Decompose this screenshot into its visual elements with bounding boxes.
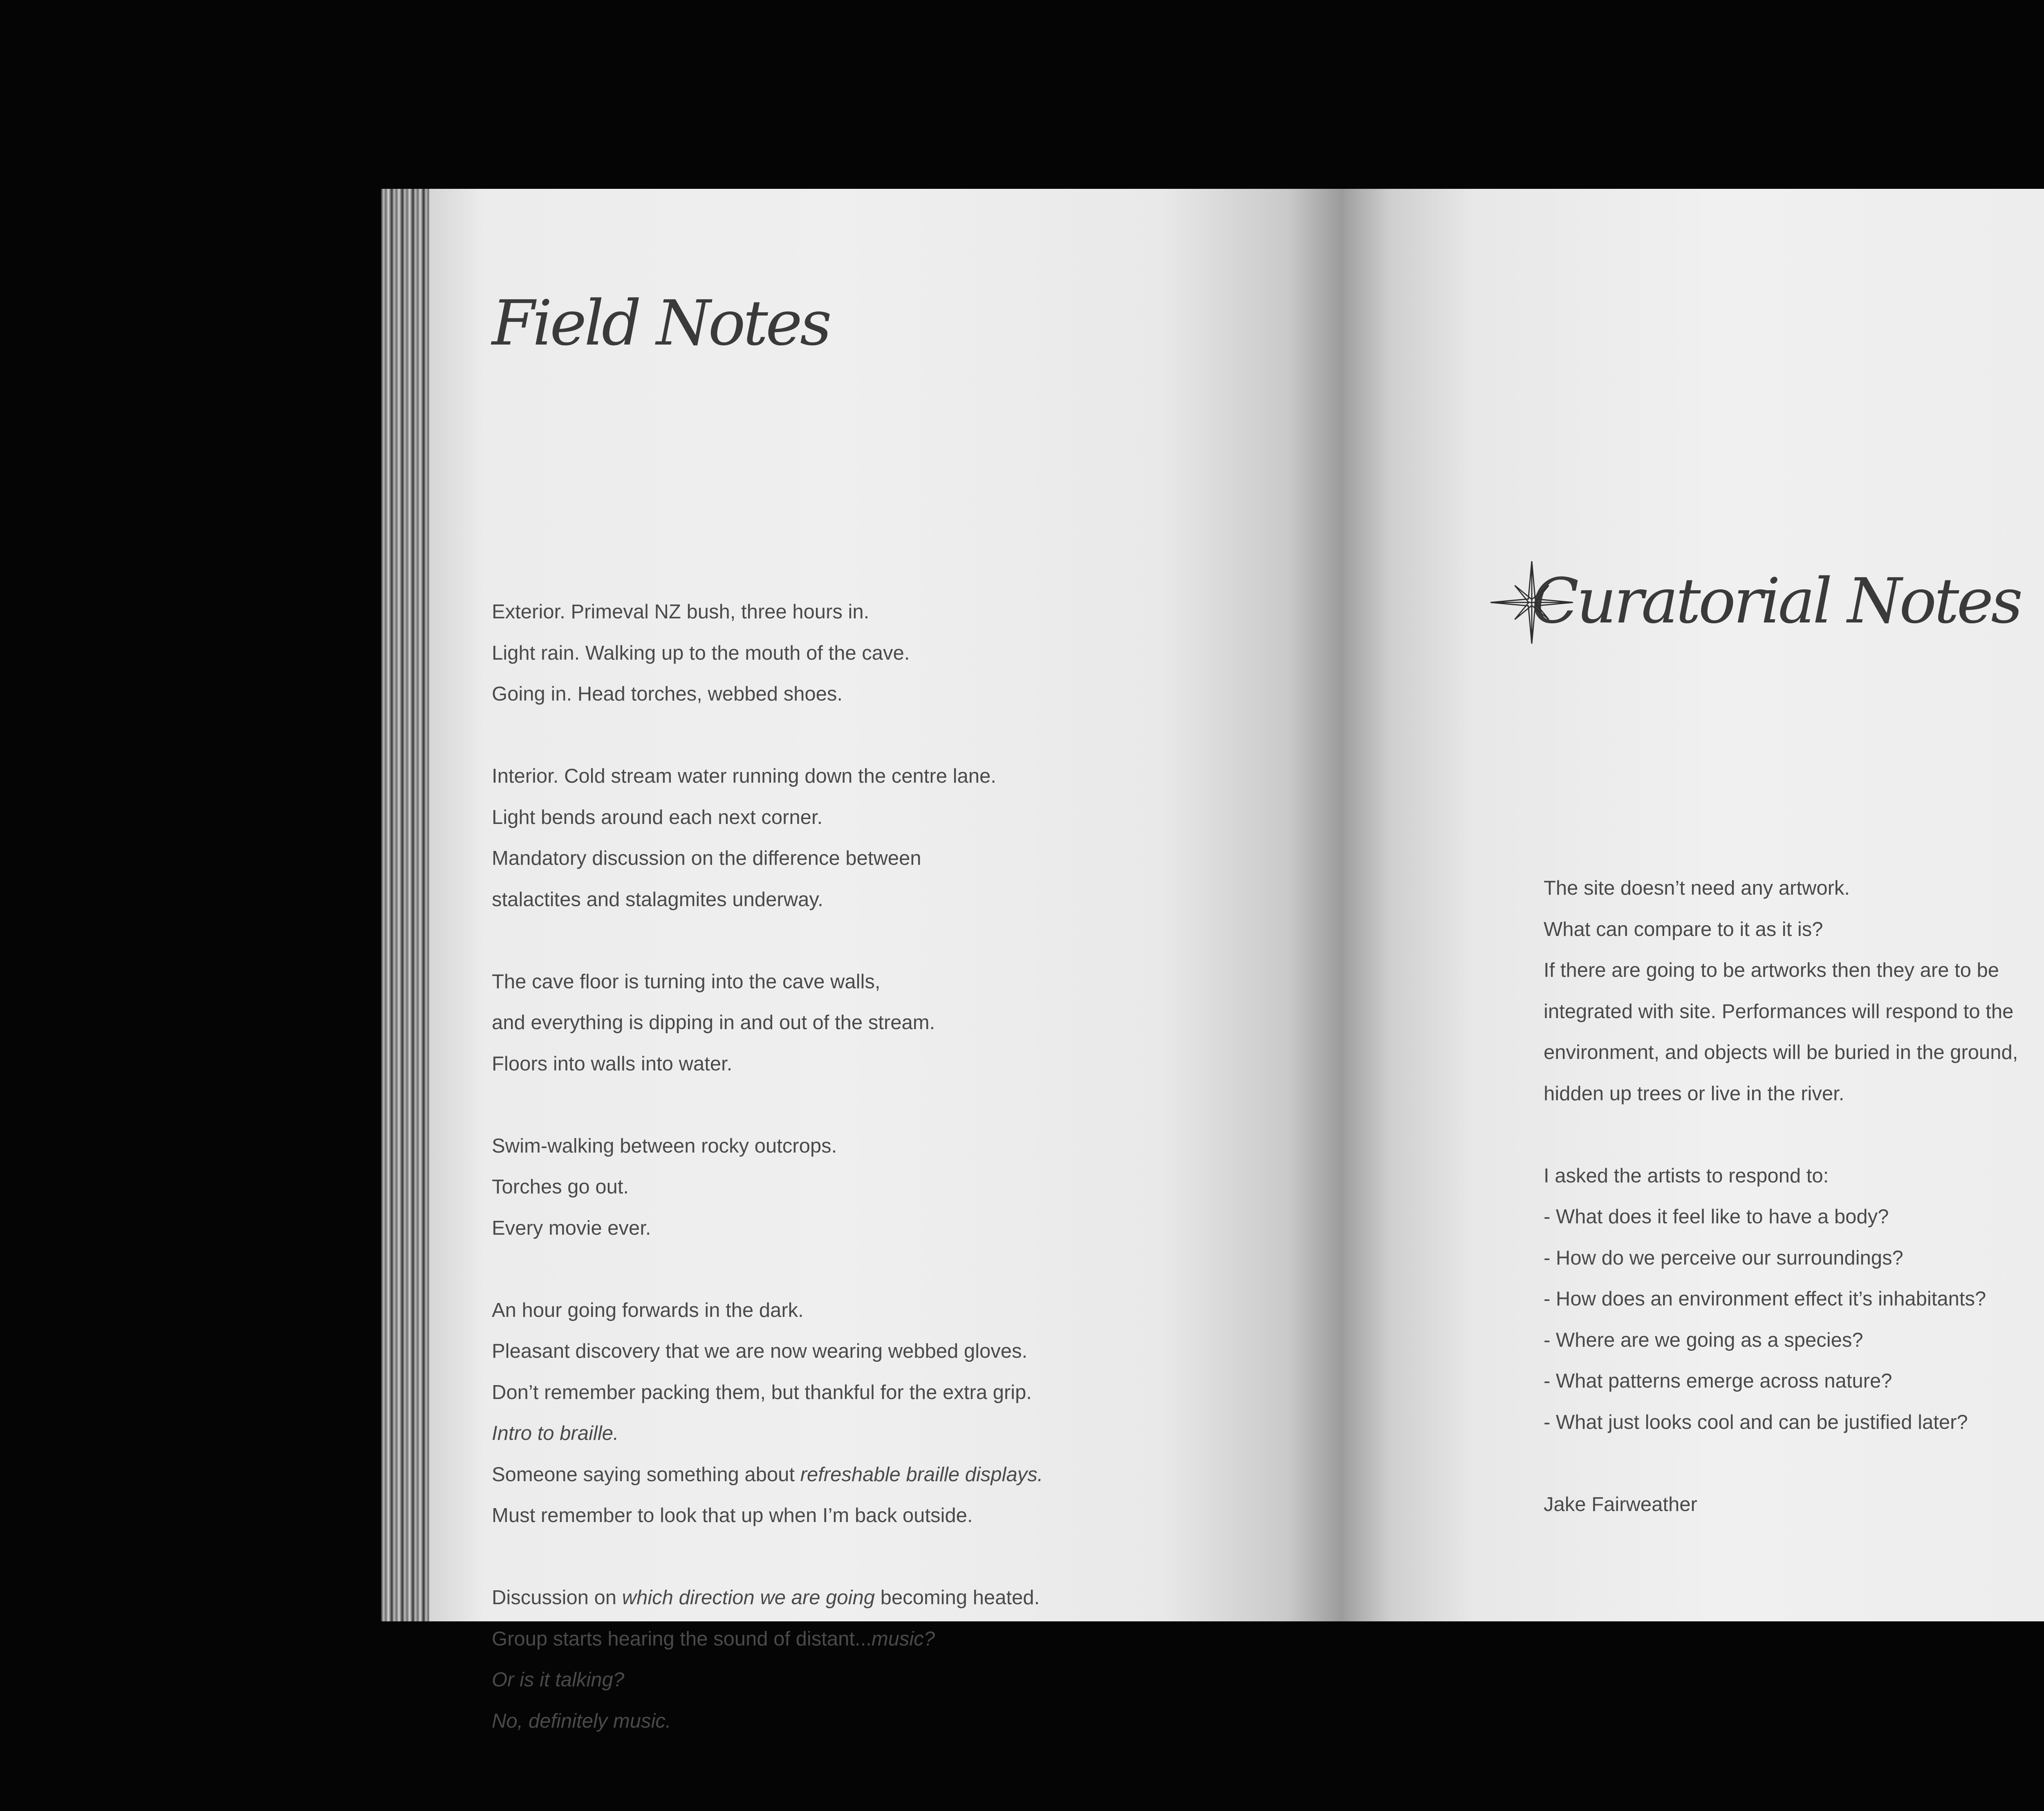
text-line <box>1544 991 2018 1032</box>
text-run: - How does an environment effect it’s inhabitants? <box>1544 1288 1986 1310</box>
paragraph-gap <box>492 715 1043 756</box>
text-line <box>492 1208 1043 1249</box>
text-line <box>492 591 1043 633</box>
compass-star-icon <box>1489 560 1575 645</box>
text-line <box>492 797 1043 838</box>
italic-run: Intro to braille. <box>492 1422 619 1444</box>
text-run: What can compare to it as it is? <box>1544 918 1823 940</box>
text-line <box>1544 950 2018 991</box>
text-run: Discussion on <box>492 1587 622 1609</box>
text-line <box>492 1413 1043 1454</box>
text-run: Floors into walls into water. <box>492 1052 733 1075</box>
text-line <box>492 1659 1043 1701</box>
text-line <box>1544 1032 2018 1073</box>
text-run: The site doesn’t need any artwork. <box>1544 877 1850 899</box>
text-line <box>1544 1484 2018 1525</box>
text-line <box>492 1618 1043 1660</box>
text-run: Torches go out. <box>492 1176 629 1198</box>
text-line <box>492 1331 1043 1372</box>
text-line <box>492 1495 1043 1536</box>
paragraph-gap <box>492 1249 1043 1290</box>
text-run: Every movie ever. <box>492 1217 651 1239</box>
text-run: Light bends around each next corner. <box>492 806 823 828</box>
text-run: and everything is dipping in and out of the stream. <box>492 1012 935 1034</box>
text-run: hidden up trees or live in the river. <box>1544 1082 1845 1105</box>
text-run: Jake Fairweather <box>1544 1493 1697 1516</box>
text-run: - What does it feel like to have a body? <box>1544 1206 1889 1228</box>
book-spread <box>381 189 2044 1732</box>
text-run: Swim-walking between rocky outcrops. <box>492 1135 837 1157</box>
text-line <box>1544 1278 2018 1320</box>
text-run: If there are going to be artworks then they are to be <box>1544 959 1999 981</box>
text-line <box>1544 1320 2018 1361</box>
text-run: Light rain. Walking up to the mouth of the cave. <box>492 642 910 664</box>
text-line <box>492 838 1043 879</box>
text-line <box>1544 1155 2018 1197</box>
text-line <box>1544 1196 2018 1238</box>
text-line <box>492 1701 1043 1742</box>
text-run: - Where are we going as a species? <box>1544 1329 1863 1351</box>
text-run: - What just looks cool and can be justified later? <box>1544 1411 1968 1433</box>
text-line <box>1544 909 2018 950</box>
text-line <box>492 1043 1043 1085</box>
italic-run: No, definitely music. <box>492 1710 671 1732</box>
text-line <box>492 1454 1043 1495</box>
text-line <box>492 633 1043 674</box>
page-title: Field Notes <box>492 287 829 359</box>
text-run: - How do we perceive our surroundings? <box>1544 1247 1903 1269</box>
text-run: Someone saying something about <box>492 1463 800 1486</box>
text-line <box>1544 1402 2018 1443</box>
text-run: Mandatory discussion on the difference between <box>492 847 921 869</box>
text-line <box>492 674 1043 715</box>
text-run: Pleasant discovery that we are now wearing webbed gloves. <box>492 1340 1028 1362</box>
text-run: - What patterns emerge across nature? <box>1544 1370 1892 1392</box>
text-line <box>1544 868 2018 909</box>
paragraph-gap <box>1544 1443 2018 1484</box>
right-page <box>1343 189 2044 1621</box>
text-run: Don’t remember packing them, but thankful for the extra grip. <box>492 1381 1032 1404</box>
italic-run: music? <box>871 1627 935 1650</box>
text-run: I asked the artists to respond to: <box>1544 1164 1829 1187</box>
text-line <box>492 1290 1043 1331</box>
text-line <box>492 879 1043 920</box>
text-line <box>1544 1238 2018 1279</box>
text-run: becoming heated. <box>874 1587 1040 1609</box>
paragraph-gap <box>492 920 1043 961</box>
text-run: Group starts hearing the sound of distant... <box>492 1627 872 1650</box>
text-run: environment, and objects will be buried in the ground, <box>1544 1041 2018 1063</box>
text-line <box>492 1126 1043 1167</box>
text-run: Interior. Cold stream water running down the centre lane. <box>492 765 996 787</box>
text-run: Exterior. Primeval NZ bush, three hours in. <box>492 601 870 623</box>
text-run: stalactites and stalagmites underway. <box>492 888 823 911</box>
italic-run: Or is it talking? <box>492 1669 625 1691</box>
italic-run: which direction we are going <box>622 1587 875 1609</box>
text-line <box>1544 1361 2018 1402</box>
text-line <box>1544 1073 2018 1115</box>
paragraph-gap <box>492 1084 1043 1126</box>
text-run: The cave floor is turning into the cave walls, <box>492 970 881 993</box>
page-edges-left <box>381 189 429 1621</box>
left-page <box>429 189 1343 1732</box>
text-line <box>492 1372 1043 1413</box>
text-run: Must remember to look that up when I’m back outside. <box>492 1504 973 1527</box>
paragraph-gap <box>1544 1114 2018 1155</box>
italic-run: refreshable braille displays. <box>800 1463 1043 1486</box>
text-run: An hour going forwards in the dark. <box>492 1299 804 1321</box>
text-run: Going in. Head torches, webbed shoes. <box>492 683 843 705</box>
curatorial-notes-body <box>1544 868 2018 1525</box>
field-notes-body <box>492 591 1043 1742</box>
text-line <box>492 1577 1043 1618</box>
text-line <box>492 1002 1043 1043</box>
text-run: integrated with site. Performances will respond to the <box>1544 1000 2014 1023</box>
paragraph-gap <box>492 1536 1043 1578</box>
text-line <box>492 961 1043 1003</box>
text-line <box>492 1166 1043 1208</box>
page-title: Curatorial Notes <box>1531 565 2021 637</box>
text-line <box>492 756 1043 797</box>
